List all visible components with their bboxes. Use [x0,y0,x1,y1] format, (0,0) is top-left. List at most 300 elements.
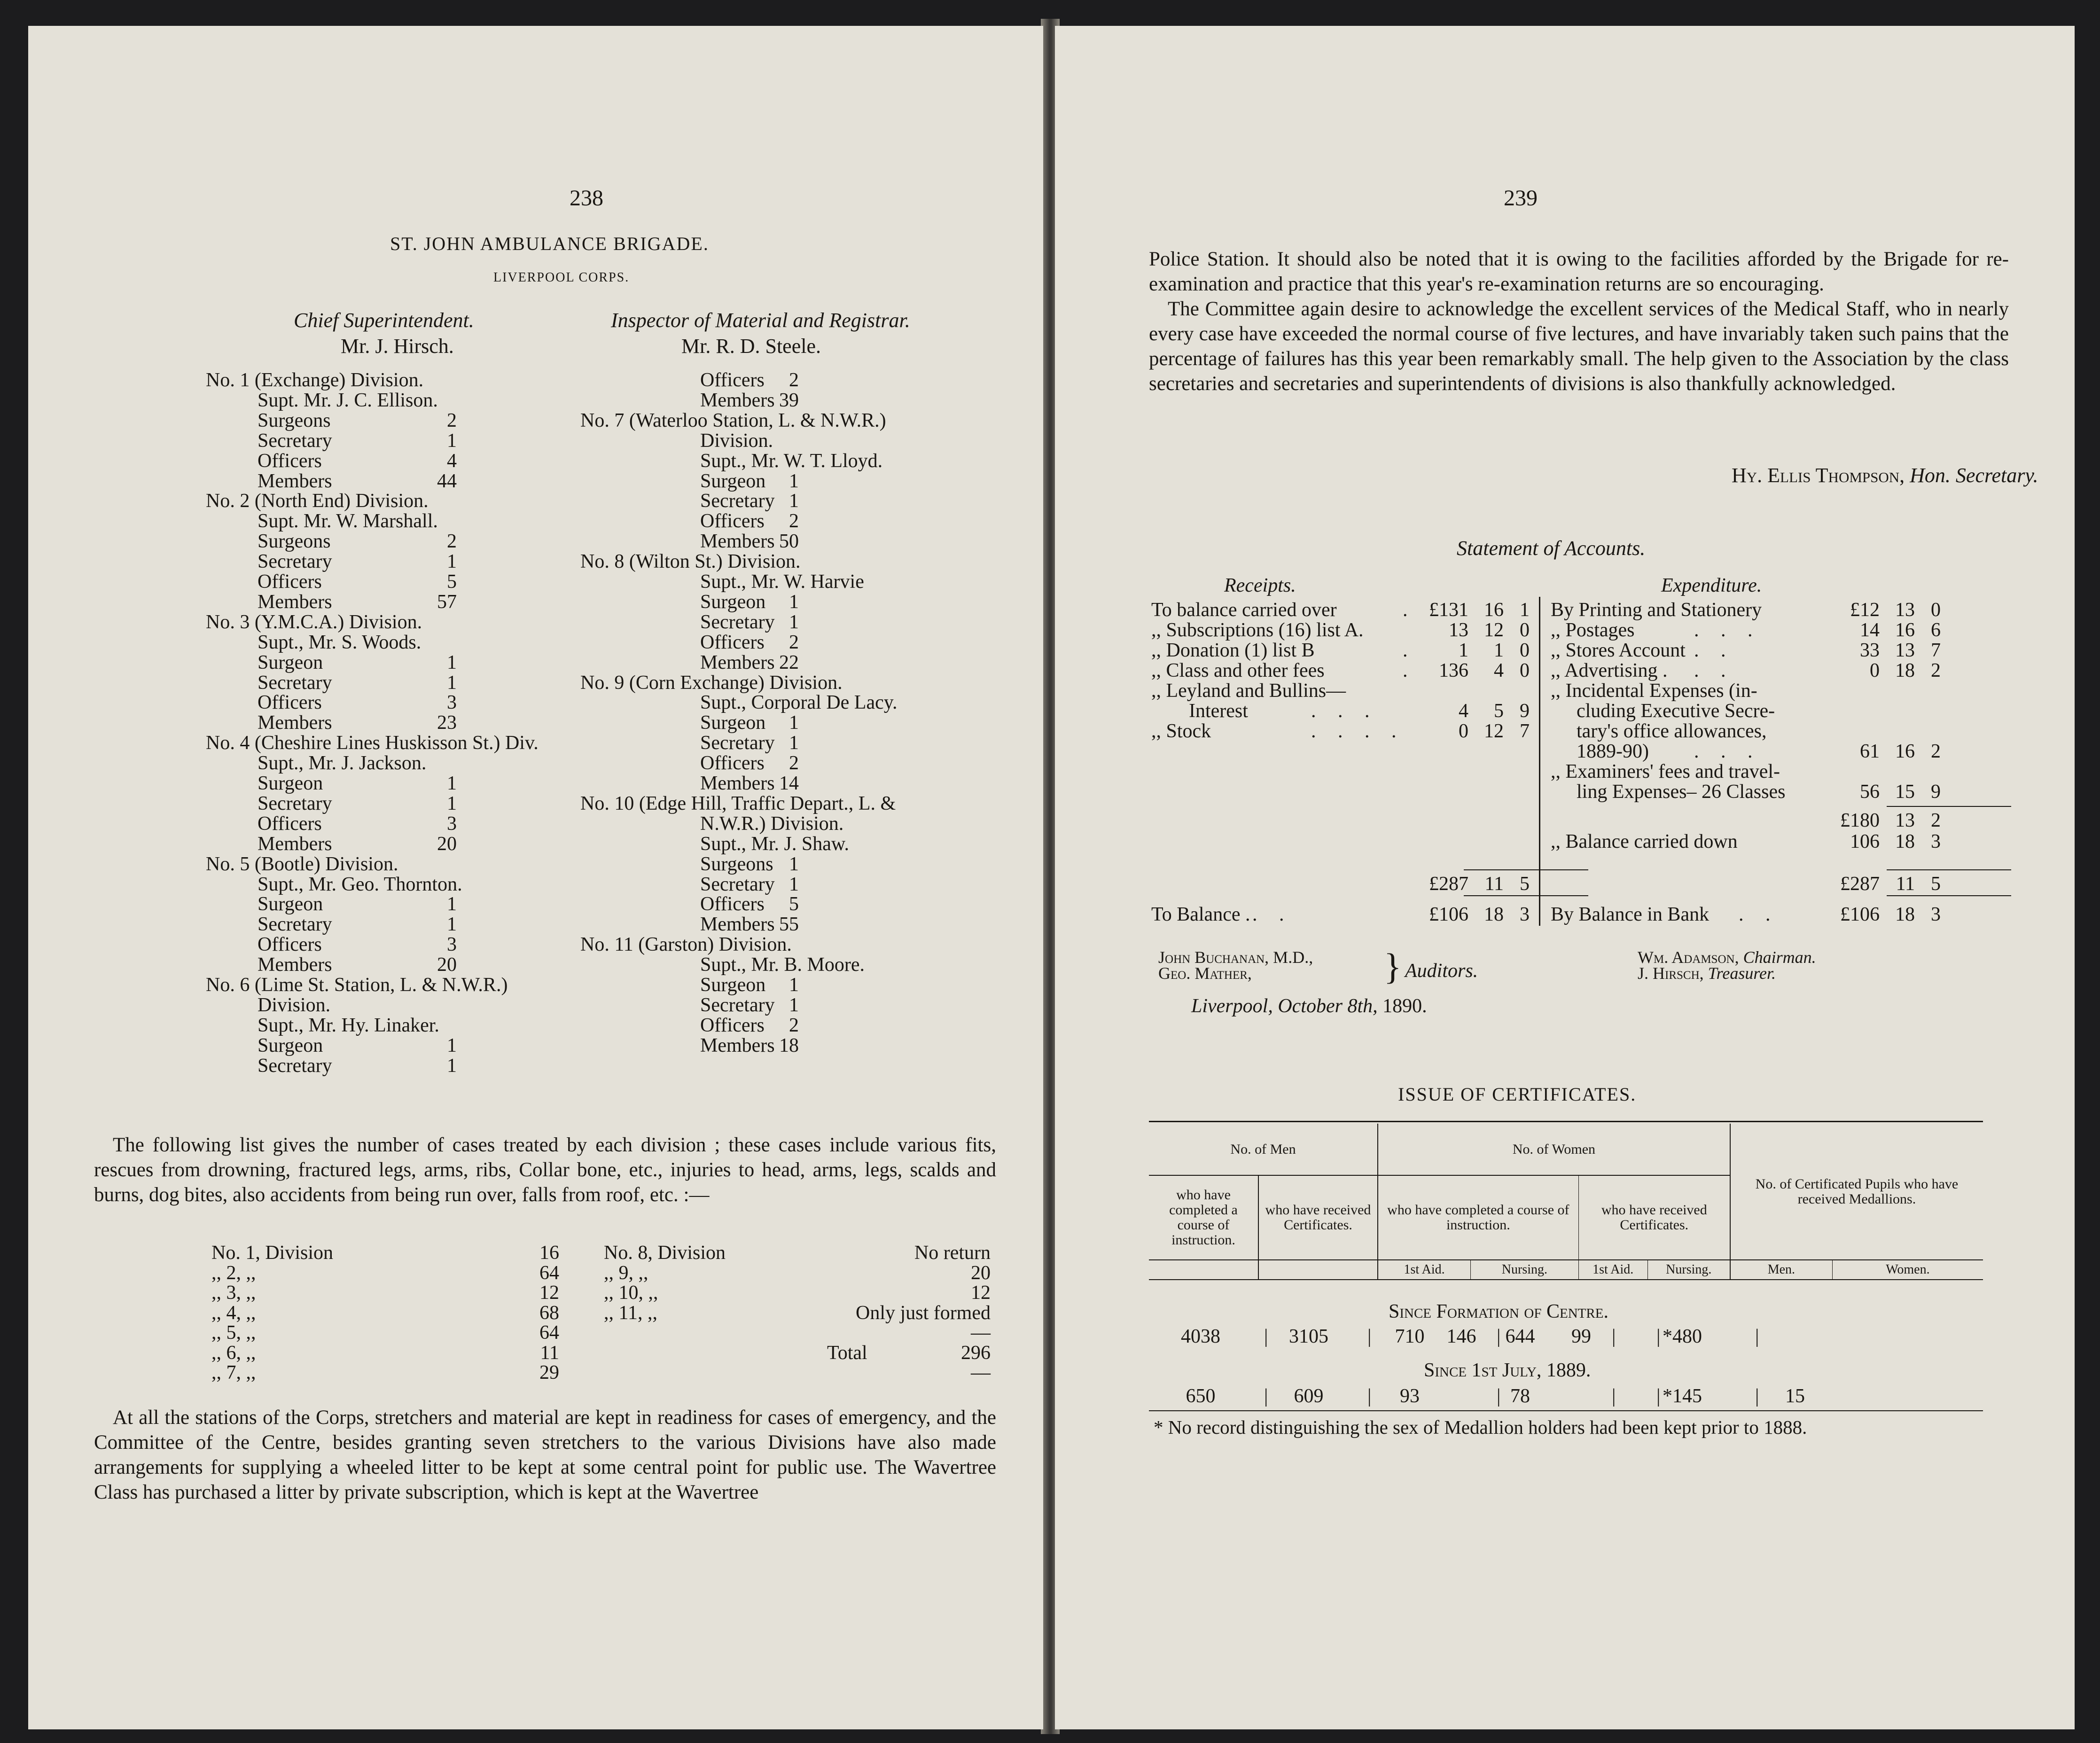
division-line: Officers [700,893,765,915]
amount-cell: 16 [1895,619,1915,641]
division-line: No. 3 (Y.M.C.A.) Division. [206,611,422,633]
balance-down-label: ,, Balance carried down [1551,831,1738,852]
leader-dots: . . . [1311,700,1378,722]
division-line: Members [258,833,332,855]
secretary-name: Hy. Ellis Thompson, [1732,464,1905,487]
division-line: No. 8 (Wilton St.) Division. [580,551,801,573]
leader-dots: . [1403,640,1416,661]
amount-cell: 56 [1860,781,1880,803]
division-line: Supt., Mr. W. Harvie [700,571,864,593]
report-paragraphs [1149,247,2009,396]
case-label: ,, 5, ,, [211,1322,256,1344]
division-count: 2 [447,409,457,431]
footnote: * No record distinguishing the sex of Medallion holders had been kept prior to 1888. [1154,1416,1807,1438]
amount-cell: 0 [1520,619,1530,641]
men-received-header: who have received Certificates. [1258,1175,1378,1260]
division-count: 1 [447,651,457,673]
amount-cell: £131 [1429,599,1468,621]
case-value: — [971,1362,991,1383]
cert-cell: 650 [1186,1385,1216,1407]
division-line: Secretary [700,732,775,754]
division-line: Surgeon [258,651,323,673]
division-count: 1 [789,470,799,492]
expenditure-label: cluding Executive Secre- [1577,700,1775,722]
division-count: 1 [447,551,457,573]
case-value: 29 [539,1362,559,1383]
case-value: 12 [539,1282,559,1304]
amount-cell: £180 [1840,810,1880,831]
amount-cell: £106 [1840,904,1880,925]
division-count: 1 [789,490,799,512]
auditor-name-1: John Buchanan, M.D., [1158,948,1313,967]
cell-separator: | [1497,1385,1501,1407]
cert-cell: 99 [1571,1326,1591,1347]
leader-dots: . [1403,660,1416,681]
amount-cell: £287 [1840,873,1880,895]
expenditure-header: Expenditure. [1661,575,1762,596]
year: 1890. [1382,995,1427,1017]
cert-cell: 609 [1294,1385,1324,1407]
division-count: 5 [789,893,799,915]
case-label: No. 1, Division [211,1242,334,1264]
leader-dots: . . . [1694,619,1761,641]
case-value: No return [914,1242,991,1264]
receipt-label: ,, Stock [1151,720,1211,742]
division-line: Members [258,712,332,734]
division-line: Members [258,591,332,613]
division-count: 1 [789,873,799,895]
amount-cell: 1 [1520,599,1530,621]
case-value: 64 [539,1322,559,1344]
division-line: Secretary [258,914,332,936]
leader-dots: . . . [1694,741,1761,762]
treasurer-name: J. Hirsch, [1638,964,1704,983]
expenditure-label: ,, Advertising . [1551,660,1668,681]
accounts-title: Statement of Accounts. [1457,537,1646,560]
leader-dots: . [1403,599,1416,621]
division-line: No. 2 (North End) Division. [206,490,429,512]
division-line: Supt., Mr. J. Jackson. [258,752,427,774]
amount-cell: 15 [1895,781,1915,803]
division-count: 14 [779,773,799,794]
division-line: Officers [258,571,322,593]
amount-cell: 106 [1850,831,1880,852]
division-line: No. 9 (Corn Exchange) Division. [580,672,843,694]
expenditure-label: By Printing and Stationery [1551,599,1762,621]
first-aid-header-2: 1st Aid. [1578,1260,1647,1280]
division-line: Surgeon [258,773,323,794]
leader-dots: . . [1252,904,1293,925]
first-aid-header: 1st Aid. [1378,1260,1471,1280]
cases-intro-text: The following list gives the number of cases treated by each division ; these cases include various fits, rescues from drowning, fractured legs, arms, ribs, Collar bone, etc., injuries to head, arms, legs, scalds and burns, dog bites, also accidents from being run over, falls from roof, etc. :— [94,1134,996,1206]
division-line: No. 10 (Edge Hill, Traffic Depart., L. & [580,792,896,814]
division-count: 3 [447,934,457,956]
case-label: No. 8, Division [604,1242,726,1264]
division-count: 2 [789,631,799,653]
division-count: 2 [447,531,457,553]
division-count: 57 [437,591,457,613]
division-line: Members [700,389,775,411]
division-count: 20 [437,833,457,855]
division-line: Officers [258,934,322,956]
division-line: Members [700,914,775,936]
place: Liverpool, October 8th, [1191,995,1378,1017]
to-balance-label: To Balance . [1151,904,1250,925]
division-line: Supt., Mr. Geo. Thornton. [258,873,462,895]
case-label: ,, 4, ,, [211,1302,256,1324]
expenditure-label: ,, Stores Account [1551,640,1686,661]
amount-cell: £106 [1429,904,1468,925]
inspector-label: Inspector of Material and Registrar. [611,309,910,332]
total-rule [1887,869,2011,870]
receipt-label: ,, Class and other fees [1151,660,1325,681]
division-line: Surgeon [700,712,766,734]
division-count: 3 [447,692,457,714]
division-line: Officers [258,813,322,835]
division-count: 22 [779,651,799,673]
cert-cell: *145 [1663,1385,1702,1407]
division-line: Secretary [700,611,775,633]
cert-cell: 78 [1510,1385,1530,1407]
division-line: No. 7 (Waterloo Station, L. & N.W.R.) [580,409,886,431]
cell-separator: | [1497,1326,1501,1347]
cert-cell: 93 [1400,1385,1420,1407]
cell-separator: | [1612,1385,1616,1407]
amount-cell: 136 [1439,660,1468,681]
receipt-label: To balance carried over [1151,599,1337,621]
paragraph-medical-staff: The Committee again desire to acknowledge the excellent services of the Medical Staff, who in nearly every case have exceeded the normal course of five lectures, and have invariably taken such pains that the percentage of failures has this year been remarkably small. The help given to the Association by the class secretaries and secretaries and superintendents of divisions is also thankfully acknowledged. [1149,298,2009,395]
men-header: No. of Men [1149,1124,1378,1175]
expenditure-label: tary's office allowances, [1577,720,1767,742]
division-line: Members [700,773,775,794]
cell-separator: | [1656,1326,1661,1347]
division-line: Members [700,531,775,553]
division-line: Supt. Mr. W. Marshall. [258,510,438,532]
chairman-title: Chairman. [1743,948,1816,967]
closing-paragraph [94,1405,996,1505]
division-line: Surgeons [258,409,331,431]
medallion-men-header: Men. [1730,1260,1832,1280]
division-line: Supt. Mr. J. C. Ellison. [258,389,438,411]
accounts-divider [1539,597,1540,926]
division-count: 1 [447,672,457,694]
cert-cell: 3105 [1289,1326,1328,1347]
expenditure-label: ,, Incidental Expenses (in- [1551,680,1757,702]
receipt-label: ,, Donation (1) list B [1151,640,1315,661]
amount-cell: 12 [1484,720,1504,742]
division-line: Officers [700,369,765,391]
division-line: Division. [258,994,331,1016]
cell-separator: | [1264,1326,1268,1347]
division-line: No. 6 (Lime St. Station, L. & N.W.R.) [206,974,508,996]
closing-text: At all the stations of the Corps, stretchers and material are kept in readiness for cases of emergency, and the Committee of the Centre, besides granting seven stretchers to the various Divisions have also made arrangements for supplying a wheeled litter to be kept at some central point for public use. The Wavertree Class has purchased a litter by private subscription, which is kept at the Wavertree [94,1407,996,1503]
division-count: 2 [789,1014,799,1036]
amount-cell: 5 [1931,873,1941,895]
cert-cell: 710 [1395,1326,1425,1347]
case-value: 11 [540,1342,559,1364]
division-count: 1 [447,773,457,794]
cert-cell: 15 [1785,1385,1805,1407]
women-received-header: who have received Certificates. [1578,1175,1730,1260]
amount-cell: 16 [1484,599,1504,621]
auditors-block [1158,949,1313,981]
chief-superintendent-name: Mr. J. Hirsch. [341,335,454,358]
division-line: Supt., Mr. Hy. Linaker. [258,1014,439,1036]
division-count: 20 [437,954,457,976]
brigade-title: ST. JOHN AMBULANCE BRIGADE. [390,233,709,254]
amount-cell: 1 [1459,640,1468,661]
division-count: 1 [789,994,799,1016]
division-line: Members [258,470,332,492]
division-count: 4 [447,450,457,472]
cell-separator: | [1264,1385,1268,1407]
officers-block [1638,949,1816,981]
case-value: Only just formed [856,1302,991,1324]
division-line: No. 11 (Garston) Division. [580,934,792,956]
division-count: 18 [779,1034,799,1056]
amount-cell: 18 [1484,904,1504,925]
cert-cell: *480 [1663,1326,1702,1347]
division-count: 2 [789,369,799,391]
amount-cell: 0 [1459,720,1468,742]
amount-cell: 11 [1484,873,1504,895]
chief-superintendent-label: Chief Superintendent. [294,309,474,332]
cert-cell: 4038 [1181,1326,1220,1347]
amount-cell: 12 [1484,619,1504,641]
division-count: 1 [447,914,457,936]
amount-cell: 2 [1931,810,1941,831]
division-count: 1 [789,712,799,734]
amount-cell: 2 [1931,660,1941,681]
case-value: 64 [539,1262,559,1284]
place-date [1191,996,1427,1016]
page-number: 239 [1504,186,1538,211]
inspector-name: Mr. R. D. Steele. [681,335,821,358]
auditors-brace: } [1384,946,1402,987]
amount-cell: 4 [1494,660,1504,681]
division-count: 1 [447,430,457,452]
amount-cell: 7 [1931,640,1941,661]
amount-cell: 6 [1931,619,1941,641]
amount-cell: 2 [1931,741,1941,762]
cell-separator: | [1367,1385,1372,1407]
expenditure-label: ,, Postages [1551,619,1635,641]
case-label: Total [827,1342,867,1364]
division-count: 44 [437,470,457,492]
division-line: Secretary [258,1055,332,1077]
leader-dots: . . [1739,904,1779,925]
receipt-label: ,, Subscriptions (16) list A. [1151,619,1364,641]
cell-separator: | [1367,1326,1372,1347]
by-balance-label: By Balance in Bank [1551,904,1710,925]
amount-cell: £287 [1429,873,1468,895]
total-rule [1464,895,1588,896]
leader-dots: . . [1694,640,1734,661]
amount-cell: 18 [1895,831,1915,852]
division-count: 1 [789,974,799,996]
case-value: 20 [971,1262,991,1284]
division-line: Secretary [258,792,332,814]
division-line: Secretary [700,994,775,1016]
chairman-name: Wm. Adamson, [1638,948,1739,967]
cert-cell: 644 [1505,1326,1535,1347]
division-count: 2 [789,510,799,532]
division-line: Members [700,1034,775,1056]
division-line: Supt., Mr. J. Shaw. [700,833,849,855]
amount-cell: 0 [1520,640,1530,661]
division-count: 1 [789,591,799,613]
expenditure-label: ,, Examiners' fees and travel- [1551,761,1780,782]
amount-cell: 4 [1459,700,1468,722]
cert-bottom-rule [1149,1410,1983,1411]
division-line: No. 5 (Bootle) Division. [206,853,398,875]
division-line: Secretary [700,490,775,512]
division-line: Surgeon [258,1034,323,1056]
amount-cell: 5 [1520,873,1530,895]
amount-cell: 11 [1896,873,1915,895]
division-count: 3 [447,813,457,835]
certificates-table [1149,1124,1983,1280]
amount-cell: 13 [1895,599,1915,621]
since-formation-label: Since Formation of Centre. [1389,1301,1608,1322]
division-line: No. 1 (Exchange) Division. [206,369,424,391]
amount-cell: 33 [1860,640,1880,661]
page-number: 238 [570,186,603,211]
division-line: Officers [258,450,322,472]
case-label: ,, 6, ,, [211,1342,256,1364]
men-received-sub [1258,1260,1378,1280]
receipt-label: Interest [1189,700,1248,722]
division-count: 55 [779,914,799,936]
men-completed-sub [1149,1260,1258,1280]
case-label: ,, 11, ,, [604,1302,657,1324]
right-page [1055,26,2075,1729]
division-line: Supt., Mr. W. T. Lloyd. [700,450,883,472]
division-line: Secretary [258,430,332,452]
division-count: 5 [447,571,457,593]
case-label: ,, 9, ,, [604,1262,648,1284]
auditors-label: Auditors. [1405,960,1478,982]
left-page [28,26,1043,1729]
division-count: 1 [447,792,457,814]
secretary-signature [1732,465,2038,486]
amount-cell: 18 [1895,904,1915,925]
treasurer-title: Treasurer. [1708,964,1776,983]
amount-cell: 9 [1520,700,1530,722]
receipts-header: Receipts. [1224,575,1296,596]
secretary-title: Hon. Secretary. [1910,464,2038,487]
division-line: Officers [700,510,765,532]
division-count: 23 [437,712,457,734]
division-count: 2 [789,752,799,774]
leader-dots: . . . . [1311,720,1405,742]
amount-cell: 0 [1931,599,1941,621]
amount-cell: 14 [1860,619,1880,641]
division-line: Supt., Mr. B. Moore. [700,954,865,976]
men-completed-header: who have completed a course of instruction. [1149,1175,1258,1260]
division-line: Secretary [258,551,332,573]
cell-separator: | [1612,1326,1616,1347]
cell-separator: | [1755,1326,1759,1347]
amount-cell: 13 [1449,619,1468,641]
division-line: Officers [258,692,322,714]
case-label: ,, 2, ,, [211,1262,256,1284]
case-label: ,, 3, ,, [211,1282,256,1304]
division-line: Officers [700,752,765,774]
case-value: 68 [539,1302,559,1324]
amount-cell: 18 [1895,660,1915,681]
cell-separator: | [1656,1385,1661,1407]
expenditure-label: ling Expenses– 26 Classes [1577,781,1786,803]
division-count: 50 [779,531,799,553]
medallions-header: No. of Certificated Pupils who have received Medallions. [1755,1176,1959,1207]
amount-cell: 5 [1494,700,1504,722]
total-rule [1887,895,2011,896]
division-line: Members [700,651,775,673]
nursing-header: Nursing. [1471,1260,1579,1280]
cases-intro-paragraph [94,1133,996,1207]
amount-cell: 1 [1494,640,1504,661]
division-line: Surgeon [258,893,323,915]
case-value: 12 [971,1282,991,1304]
division-count: 1 [789,732,799,754]
division-line: Supt., Corporal De Lacy. [700,692,898,714]
since-july-label: Since 1st July, 1889. [1424,1360,1591,1381]
case-label: ,, 10, ,, [604,1282,658,1304]
cert-top-rule [1149,1121,1983,1122]
division-line: N.W.R.) Division. [700,813,844,835]
amount-cell: 13 [1895,810,1915,831]
division-count: 1 [789,611,799,633]
total-rule [1887,806,2011,807]
division-line: Members [258,954,332,976]
division-line: No. 4 (Cheshire Lines Huskisson St.) Div. [206,732,539,754]
division-line: Secretary [700,873,775,895]
amount-cell: 0 [1520,660,1530,681]
corps-subtitle: LIVERPOOL CORPS. [493,270,630,285]
cert-cell: 146 [1446,1326,1476,1347]
amount-cell: 9 [1931,781,1941,803]
division-line: Surgeon [700,470,766,492]
division-line: Surgeon [700,974,766,996]
case-value: 16 [539,1242,559,1264]
case-value: 296 [961,1342,991,1364]
division-line: Surgeon [700,591,766,613]
medallion-women-header: Women. [1832,1260,1983,1280]
division-count: 1 [447,1055,457,1077]
women-header: No. of Women [1378,1124,1730,1175]
expenditure-label: 1889-90) [1577,741,1649,762]
amount-cell: 61 [1860,741,1880,762]
case-value: — [971,1322,991,1344]
cell-separator: | [1755,1385,1759,1407]
amount-cell: 7 [1520,720,1530,742]
division-count: 1 [447,1034,457,1056]
amount-cell: 13 [1895,640,1915,661]
amount-cell: 3 [1931,904,1941,925]
amount-cell: 16 [1895,741,1915,762]
amount-cell: 0 [1870,660,1880,681]
division-count: 1 [789,853,799,875]
leader-dots: . . [1694,660,1734,681]
certificates-title: ISSUE OF CERTIFICATES. [1398,1084,1637,1105]
division-count: 39 [779,389,799,411]
division-line: Supt., Mr. S. Woods. [258,631,422,653]
division-line: Officers [700,631,765,653]
division-line: Division. [700,430,773,452]
paragraph-police-station: Police Station. It should also be noted that it is owing to the facilities afforded by the Brigade for re-examination and practice that this year's re-examination returns are so encouraging. [1149,248,2009,295]
division-line: Officers [700,1014,765,1036]
